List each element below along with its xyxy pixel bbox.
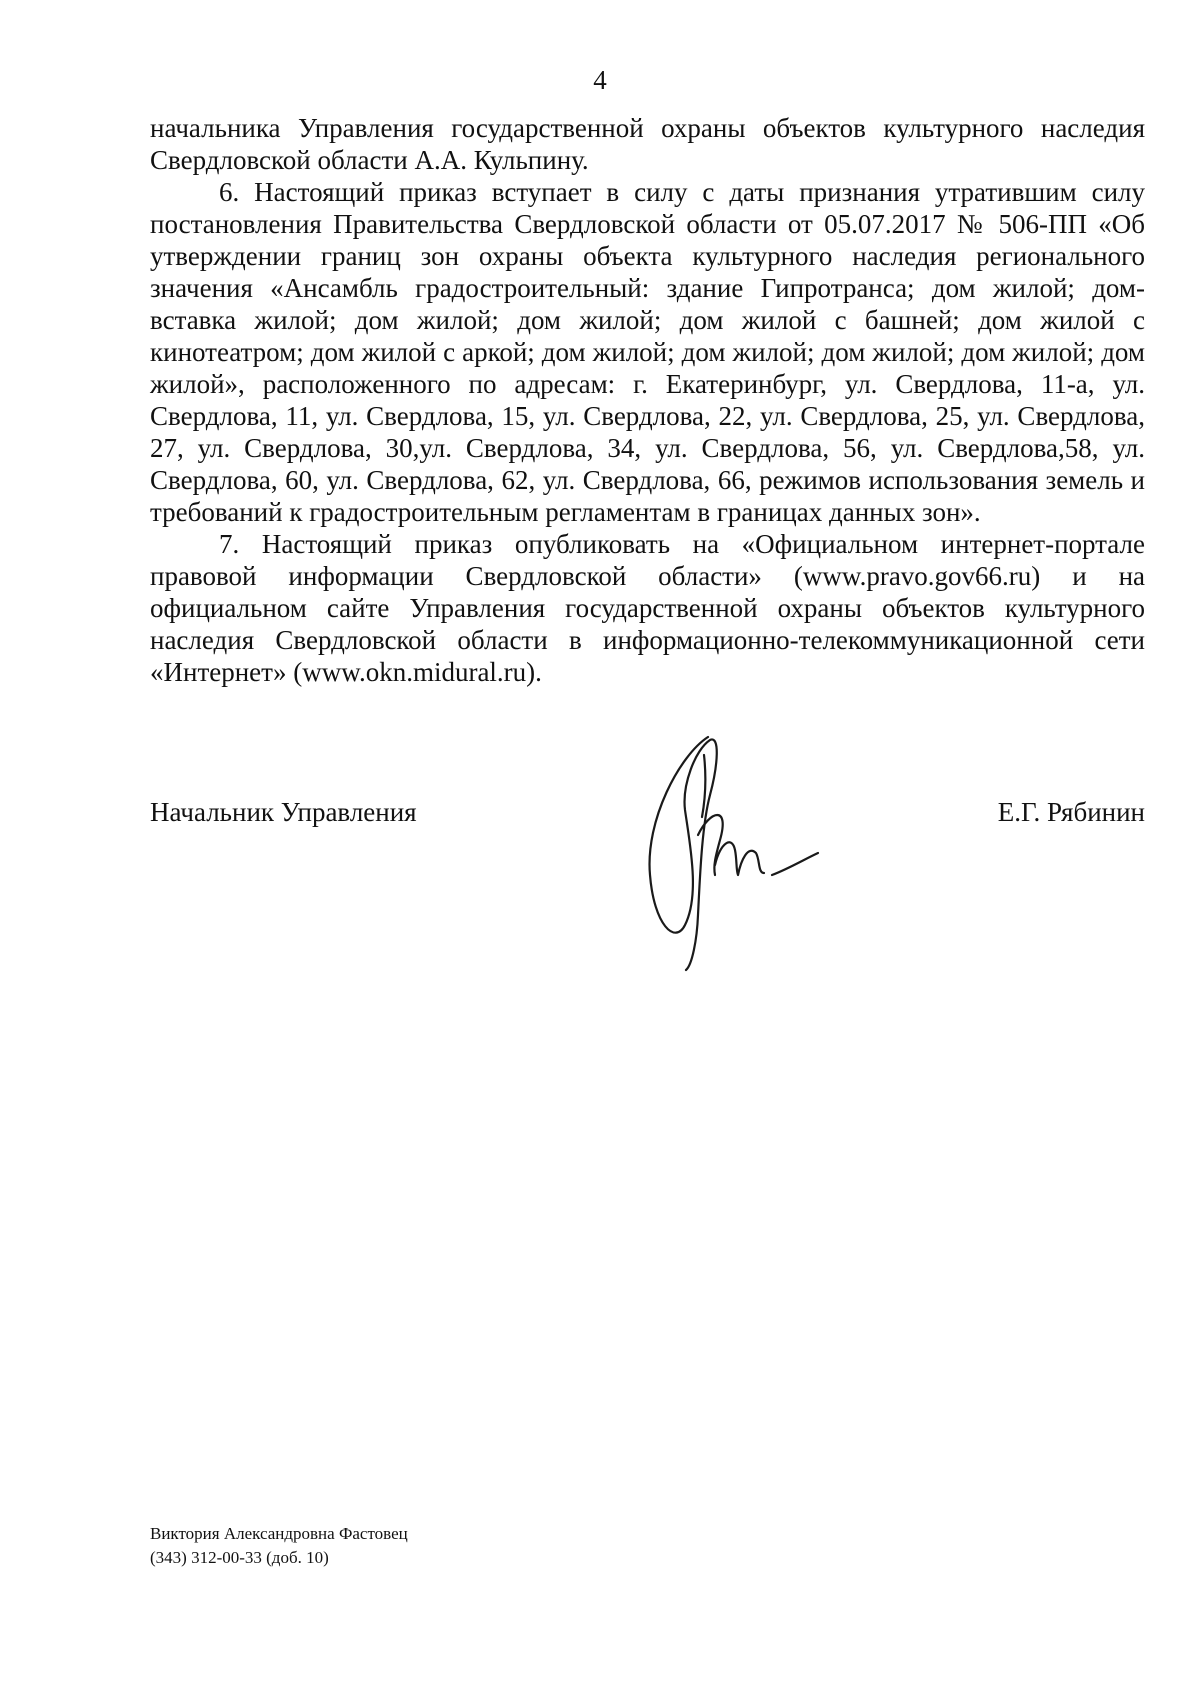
handwritten-signature [640,725,880,985]
signatory-title: Начальник Управления [150,797,417,827]
paragraph-item-6: 6. Настоящий приказ вступает в силу с даты признания утратившим силу постановления Правительства Свердловской области от 05.07.2017 № 506-ПП «Об утверждении границ зон охраны объекта культурного наследия регионального значения «Ансамбль градостроительный: здание Гипротранса; дом жилой; дом-вставка жилой; дом жилой; дом жилой; дом жилой с башней; дом жилой с кинотеатром; дом жилой с аркой; дом жилой; дом жилой; дом жилой; дом жилой; дом жилой», расположенного по адресам: г. Екатеринбург, ул. Свердлова, 11-а, ул. Свердлова, 11, ул. Свердлова, 15, ул. Свердлова, 22, ул. Свердлова, 25, ул. Свердлова, 27, ул. Свердлова, 30,ул. Свердлова, 34, ул. Свердлова, 56, ул. Свердлова,58, ул. Свердлова, 60, ул. Свердлова, 62, ул. Свердлова, 66, режимов использования земель и требований к градостроительным регламентам в границах данных зон». [150,177,1145,527]
page-number: 4 [593,65,607,95]
signatory-name: Е.Г. Рябинин [997,797,1145,827]
contact-name: Виктория Александровна Фастовец [150,1524,408,1543]
document-body [150,112,1145,688]
contact-footer [150,1522,408,1570]
paragraph-item-7: 7. Настоящий приказ опубликовать на «Официальном интернет-портале правовой информации Свердловской области» (www.pravo.gov66.ru) и на официальном сайте Управления государственной охраны объектов культурного наследия Свердловской области в информационно-телекоммуникационной сети «Интернет» (www.okn.midural.ru). [150,529,1145,687]
contact-phone: (343) 312-00-33 (доб. 10) [150,1548,329,1567]
paragraph-continuation: начальника Управления государственной охраны объектов культурного наследия Свердловской области А.А. Кульпину. [150,113,1145,175]
